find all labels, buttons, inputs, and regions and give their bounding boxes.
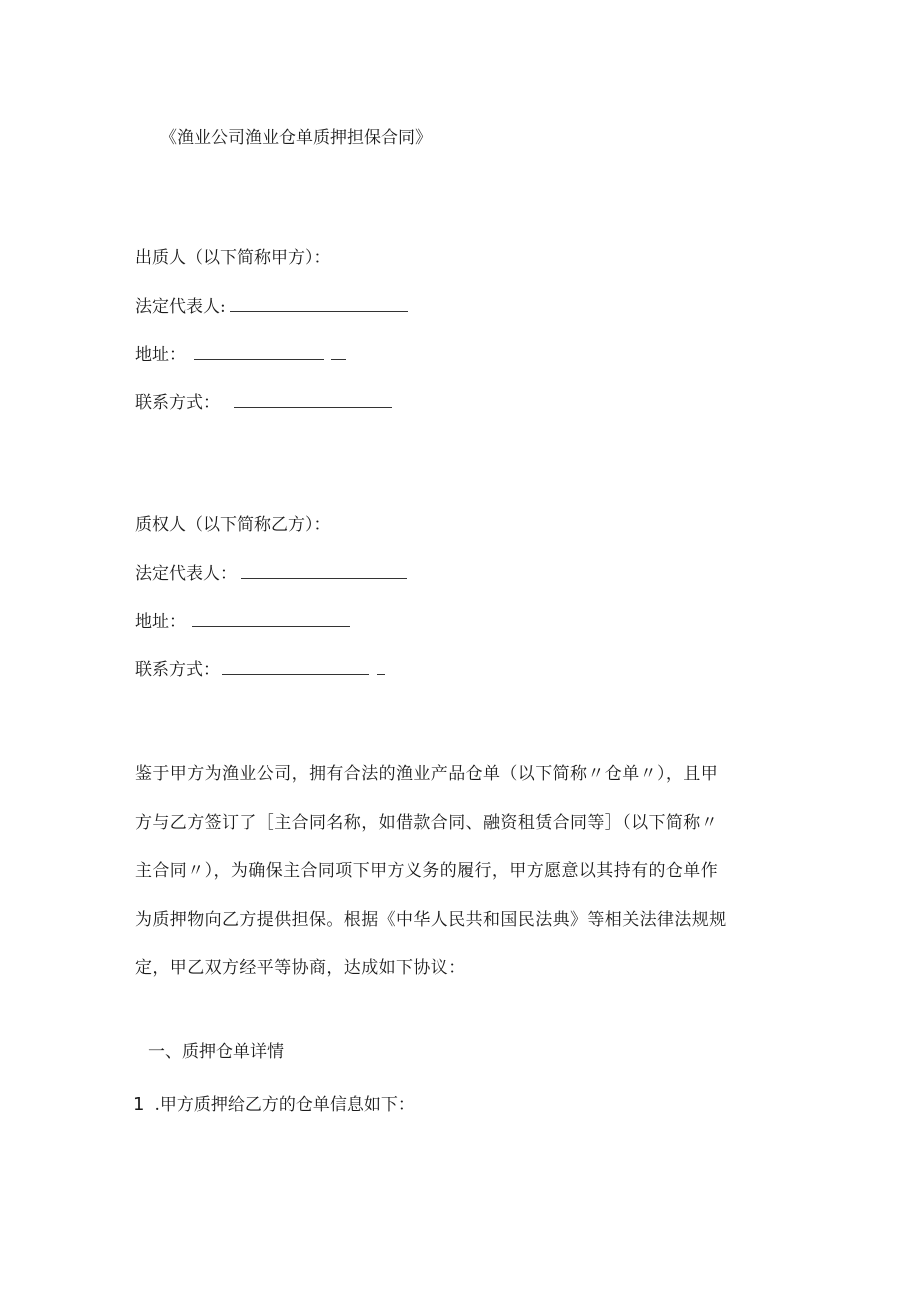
page-title: 《渔业公司渔业仓单质押担保合同》 [160,128,432,148]
party-a-address-blank-tail [331,343,346,360]
preamble-line: 为质押物向乙方提供担保。根据《中华人民共和国民法典》等相关法律法规规 [135,909,727,930]
party-b-address-label: 地址： [135,612,186,632]
party-a-address-blank[interactable] [194,343,324,360]
party-b-legal-rep-row [135,562,407,585]
party-a-heading: 出质人（以下简称甲方）： [135,248,331,268]
party-b-address-blank[interactable] [192,610,350,627]
item-number: 1 [133,1094,145,1115]
party-a-contact-label: 联系方式： [135,393,220,413]
preamble-line: 鉴于甲方为渔业公司，拥有合法的渔业产品仓单（以下简称〃仓单〃），且甲 [135,764,719,784]
party-a-address-row [135,343,346,366]
party-a-address-label: 地址： [135,345,186,365]
party-b-address-row [135,610,350,633]
party-b-legal-rep-blank[interactable] [241,562,407,579]
party-a-contact-row [135,391,392,414]
party-b-contact-label: 联系方式： [135,660,220,680]
party-b-contact-row [135,658,385,681]
preamble-paragraph [135,750,785,993]
party-b-heading: 质权人（以下简称乙方）： [135,515,331,535]
preamble-line: 方与乙方签订了［主合同名称，如借款合同、融资租赁合同等］（以下简称〃 [135,812,719,833]
party-a-contact-blank[interactable] [234,391,392,408]
item-text: .甲方质押给乙方的仓单信息如下： [154,1095,415,1115]
party-a-legal-rep-blank[interactable] [230,295,408,312]
section-heading: 一、质押仓单详情 [148,1042,284,1062]
party-b-legal-rep-label: 法定代表人： [135,564,237,584]
party-a-legal-rep-row [135,295,408,318]
party-b-contact-blank-tail [377,658,385,675]
party-a-legal-rep-label: 法定代表人: [135,297,226,317]
section-item [133,1094,415,1116]
preamble-line: 定，甲乙双方经平等协商，达成如下协议： [135,958,466,978]
party-b-contact-blank[interactable] [222,658,369,675]
preamble-line: 主合同〃），为确保主合同项下甲方义务的履行，甲方愿意以其持有的仓单作 [135,861,719,881]
